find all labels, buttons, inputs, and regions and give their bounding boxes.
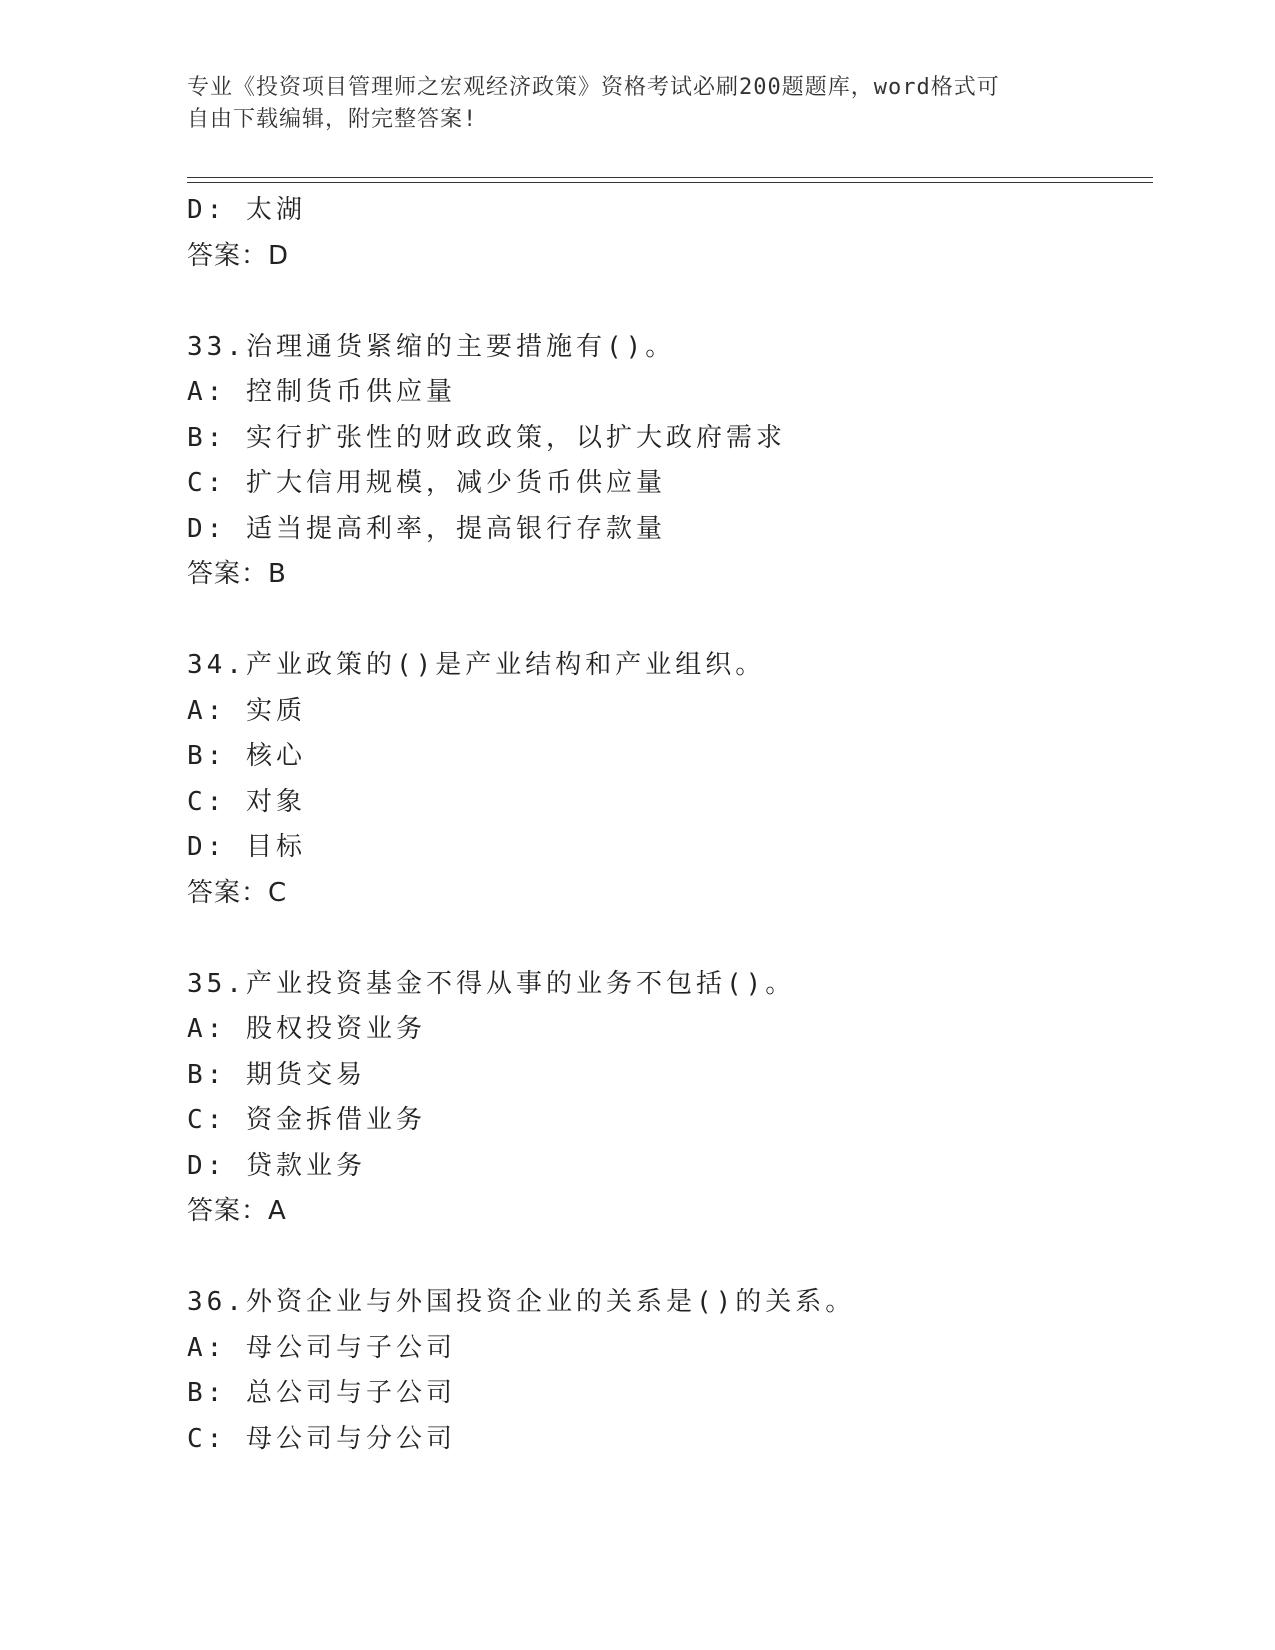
question-stem: 36.外资企业与外国投资企业的关系是()的关系。	[187, 1287, 856, 1317]
option-b: B: 期货交易	[187, 1059, 366, 1090]
option-c: C: 对象	[187, 786, 306, 817]
question-35	[187, 962, 1153, 1235]
answer-line: 答案：D	[187, 240, 290, 271]
question-stem: 33.治理通货紧缩的主要措施有()。	[187, 331, 676, 362]
option-d: D: 贷款业务	[187, 1150, 366, 1181]
header-line-2: 自由下载编辑，附完整答案!	[187, 107, 478, 132]
option-b: B: 核心	[187, 741, 306, 771]
option-a: A: 控制货币供应量	[187, 377, 456, 407]
question-34	[187, 643, 1153, 916]
option-d: D: 适当提高利率，提高银行存款量	[187, 513, 666, 544]
answer-line: 答案：A	[187, 1196, 287, 1226]
option-d: D: 太湖	[187, 195, 306, 225]
page-header	[187, 72, 1067, 136]
question-36	[187, 1280, 1153, 1462]
option-c: C: 资金拆借业务	[187, 1105, 426, 1135]
header-rule-top	[187, 177, 1153, 178]
option-a: A: 股权投资业务	[187, 1014, 426, 1044]
question-list	[187, 188, 1153, 1462]
spacer	[187, 1235, 1153, 1281]
question-33	[187, 325, 1153, 598]
spacer	[187, 916, 1153, 962]
header-line-1: 专业《投资项目管理师之宏观经济政策》资格考试必刷200题题库，word格式可	[187, 75, 1000, 100]
answer-line: 答案：C	[187, 877, 288, 908]
option-d: D: 目标	[187, 832, 306, 862]
spacer	[187, 279, 1153, 325]
option-a: A: 母公司与子公司	[187, 1332, 456, 1363]
question-stem: 35.产业投资基金不得从事的业务不包括()。	[187, 968, 796, 999]
header-rule-bottom	[187, 182, 1153, 183]
question-stem: 34.产业政策的()是产业结构和产业组织。	[187, 650, 766, 680]
option-b: B: 总公司与子公司	[187, 1378, 456, 1408]
option-c: C: 母公司与分公司	[187, 1423, 456, 1454]
spacer	[187, 598, 1153, 644]
option-a: A: 实质	[187, 695, 306, 726]
answer-line: 答案：B	[187, 559, 287, 589]
option-b: B: 实行扩张性的财政政策，以扩大政府需求	[187, 422, 786, 453]
option-c: C: 扩大信用规模，减少货币供应量	[187, 468, 666, 498]
